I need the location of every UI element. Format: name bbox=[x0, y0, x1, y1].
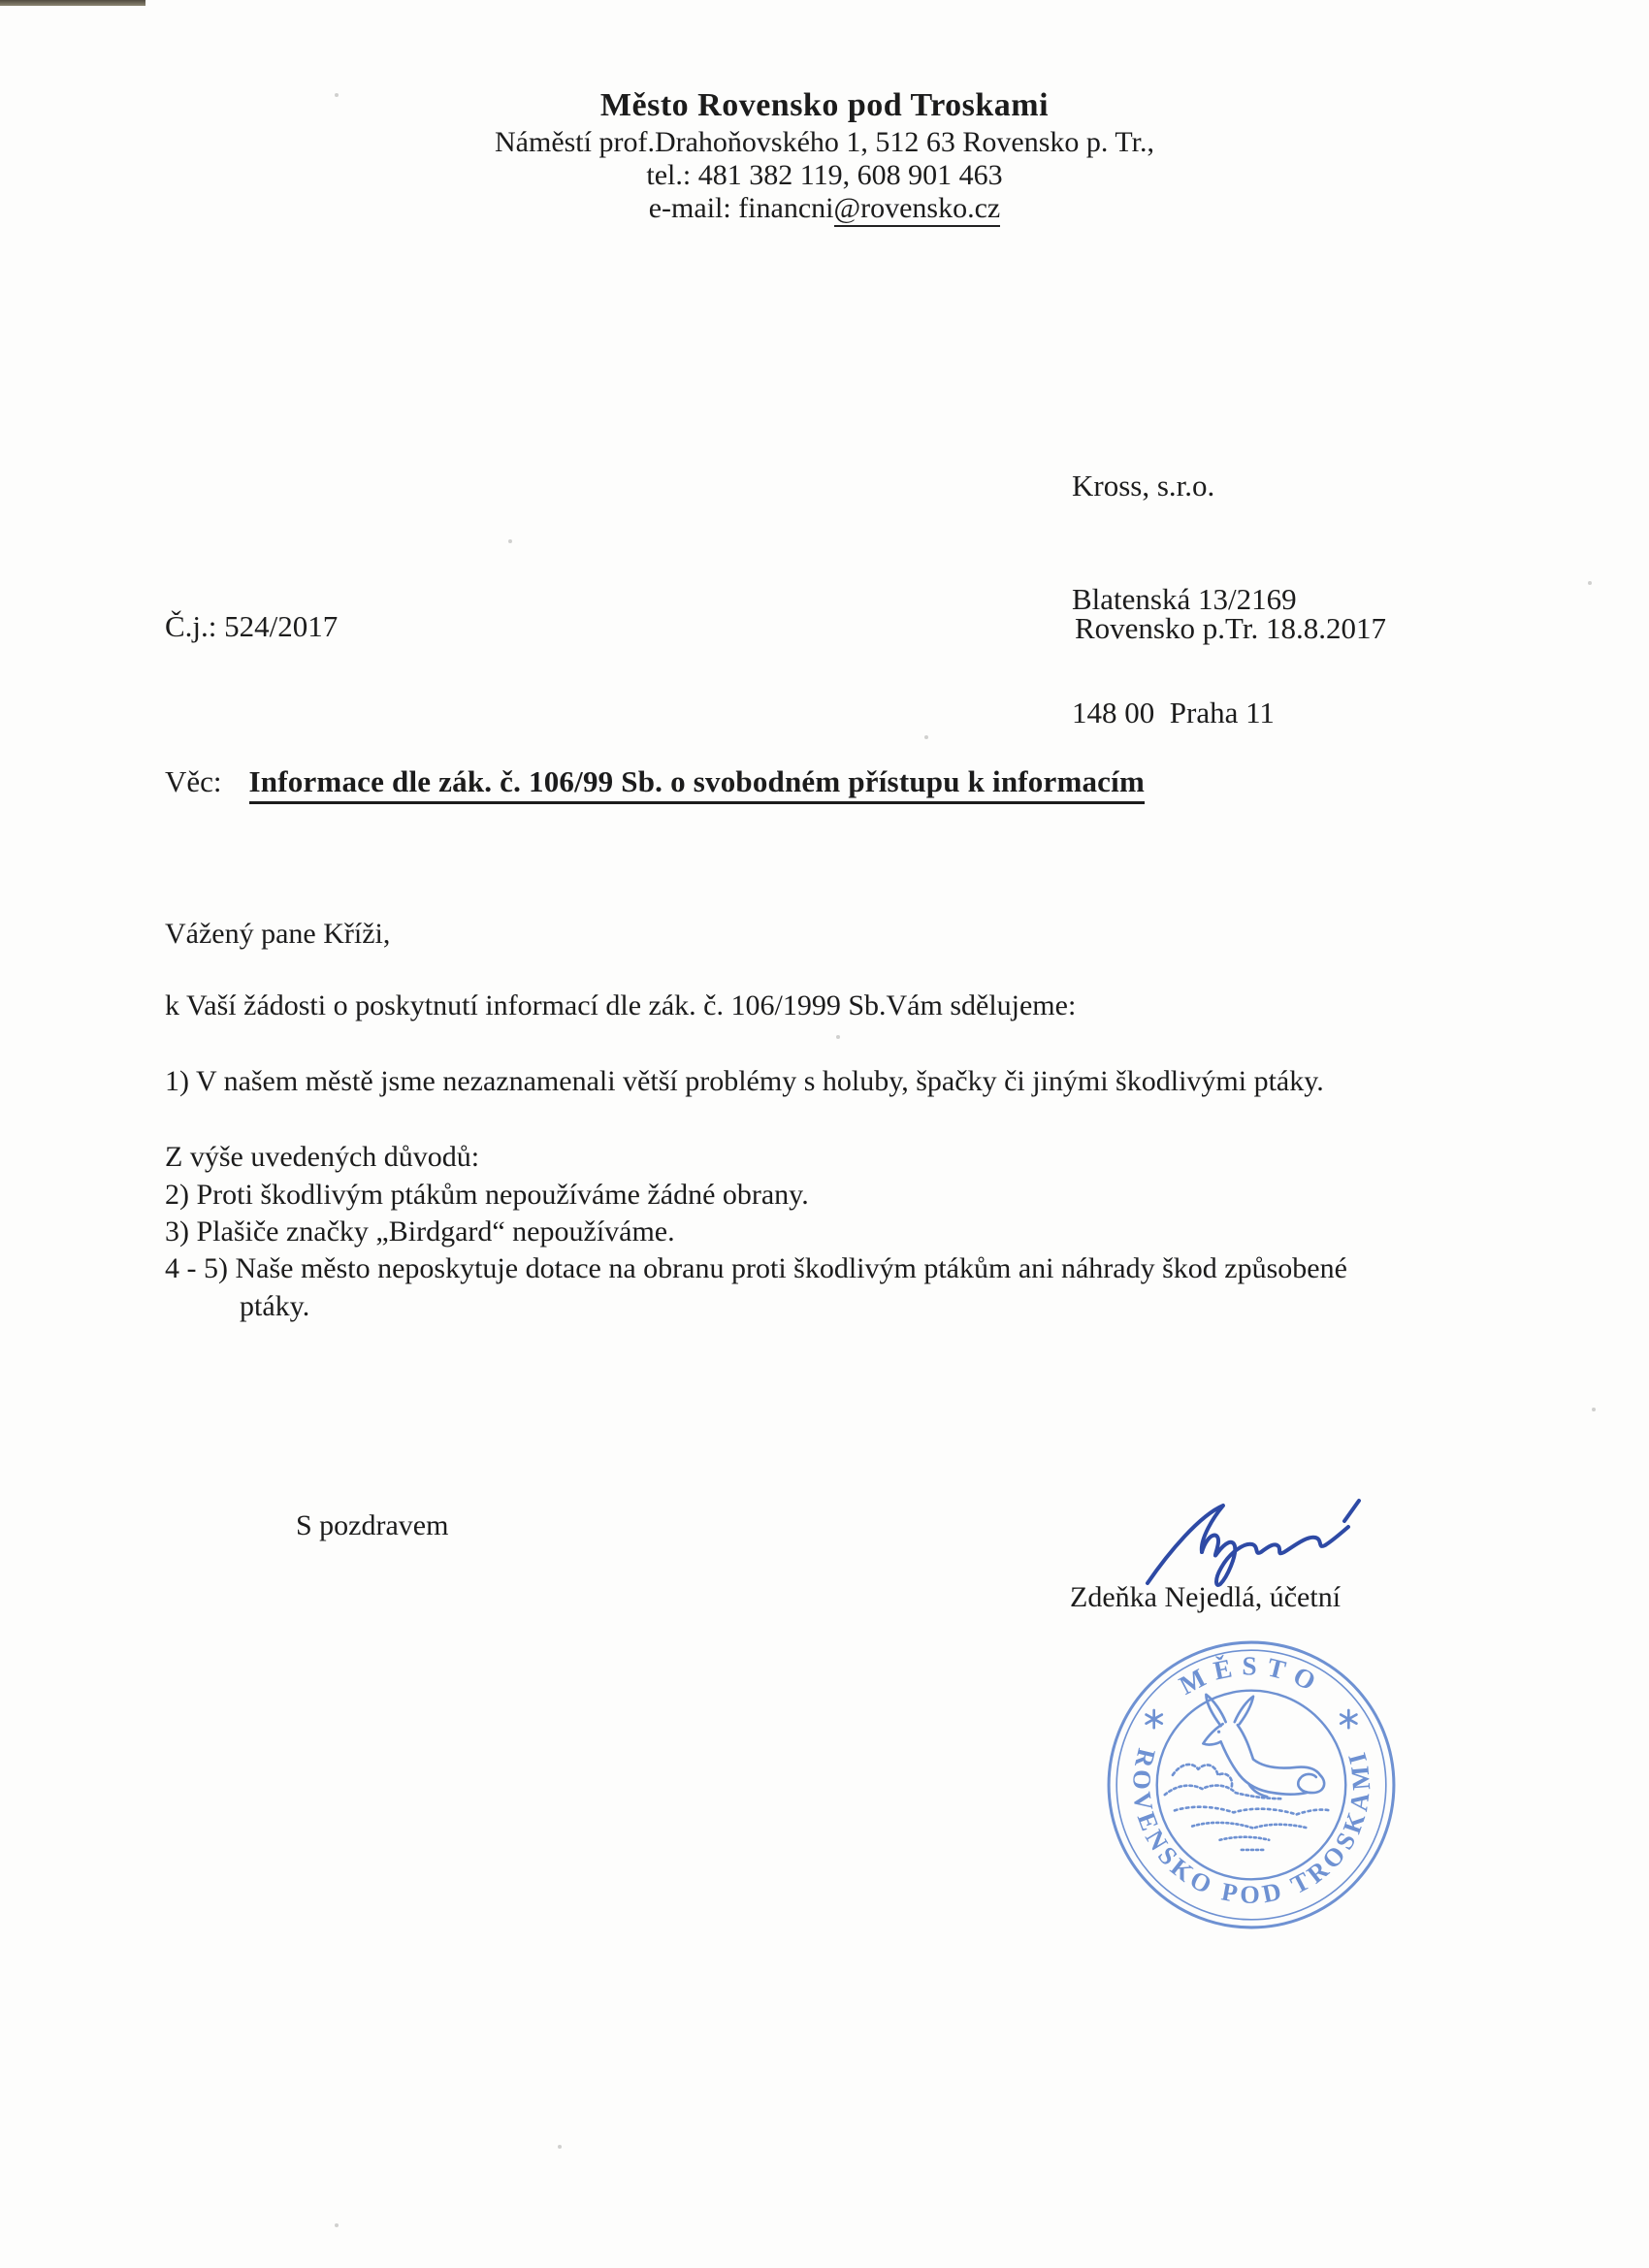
deer-emblem bbox=[1165, 1695, 1330, 1850]
reference-number: Č.j.: 524/2017 bbox=[165, 609, 339, 643]
scan-speck bbox=[558, 2145, 562, 2149]
stamp-bottom-text: ROVENSKO POD TROSKAMI bbox=[1127, 1745, 1376, 1909]
town-stamp-graphic bbox=[1104, 1637, 1399, 1932]
scan-speck bbox=[1588, 581, 1592, 585]
closing-salutation: S pozdravem bbox=[296, 1509, 449, 1541]
scan-speck bbox=[836, 1035, 840, 1039]
scan-speck bbox=[924, 735, 928, 739]
signer-name-title: Zdeňka Nejedlá, účetní bbox=[1070, 1581, 1342, 1613]
scan-speck bbox=[335, 2223, 339, 2227]
recipient-name: Kross, s.r.o. bbox=[1072, 469, 1215, 502]
letterhead-phone: tel.: 481 382 119, 608 901 463 bbox=[646, 159, 1003, 191]
answer-point-4-5-line1: 4 - 5) Naše město neposkytuje dotace na obranu proti škodlivým ptákům ani náhrady škod způsobené bbox=[165, 1252, 1347, 1284]
letterhead-email-domain: @rovensko.cz bbox=[834, 192, 1001, 227]
recipient-block bbox=[1072, 391, 1297, 807]
letterhead-address: Náměstí prof.Drahoňovského 1, 512 63 Rovensko p. Tr., bbox=[495, 126, 1154, 158]
subject-text: Informace dle zák. č. 106/99 Sb. o svobodném přístupu k informacím bbox=[249, 764, 1145, 804]
place-and-date: Rovensko p.Tr. 18.8.2017 bbox=[1075, 611, 1386, 645]
scan-speck bbox=[1592, 1408, 1596, 1411]
recipient-city: 148 00 Praha 11 bbox=[1072, 696, 1275, 729]
stamp-asterisk-left bbox=[1147, 1710, 1162, 1728]
subject-label: Věc: bbox=[165, 764, 222, 798]
answer-point-2: 2) Proti škodlivým ptákům nepoužíváme žádné obrany. bbox=[165, 1179, 809, 1211]
stamp-asterisk-right bbox=[1341, 1710, 1356, 1728]
letterhead-email-prefix: e-mail: financni bbox=[648, 192, 834, 224]
letterhead-title: Město Rovensko pod Troskami bbox=[599, 87, 1050, 123]
reasons-intro: Z výše uvedených důvodů: bbox=[165, 1141, 480, 1173]
stamp-top-text: MĚSTO bbox=[1174, 1651, 1329, 1701]
answer-point-3: 3) Plašiče značky „Birdgard“ nepoužíváme. bbox=[165, 1215, 675, 1247]
letterhead-email bbox=[0, 192, 1649, 225]
answer-point-4-5-line2: ptáky. bbox=[240, 1290, 310, 1322]
intro-paragraph: k Vaší žádosti o poskytnutí informací dle zák. č. 106/1999 Sb.Vám sdělujeme: bbox=[165, 989, 1077, 1021]
answer-point-1: 1) V našem městě jsme nezaznamenali větší problémy s holuby, špačky či jinými škodlivými ptáky. bbox=[165, 1065, 1324, 1097]
salutation: Vážený pane Kříži, bbox=[165, 918, 391, 950]
subject-line bbox=[165, 764, 1145, 799]
town-stamp bbox=[1104, 1637, 1399, 1932]
recipient-street: Blatenská 13/2169 bbox=[1072, 582, 1297, 616]
scan-edge-artifact bbox=[0, 0, 146, 6]
scan-speck bbox=[508, 539, 512, 543]
